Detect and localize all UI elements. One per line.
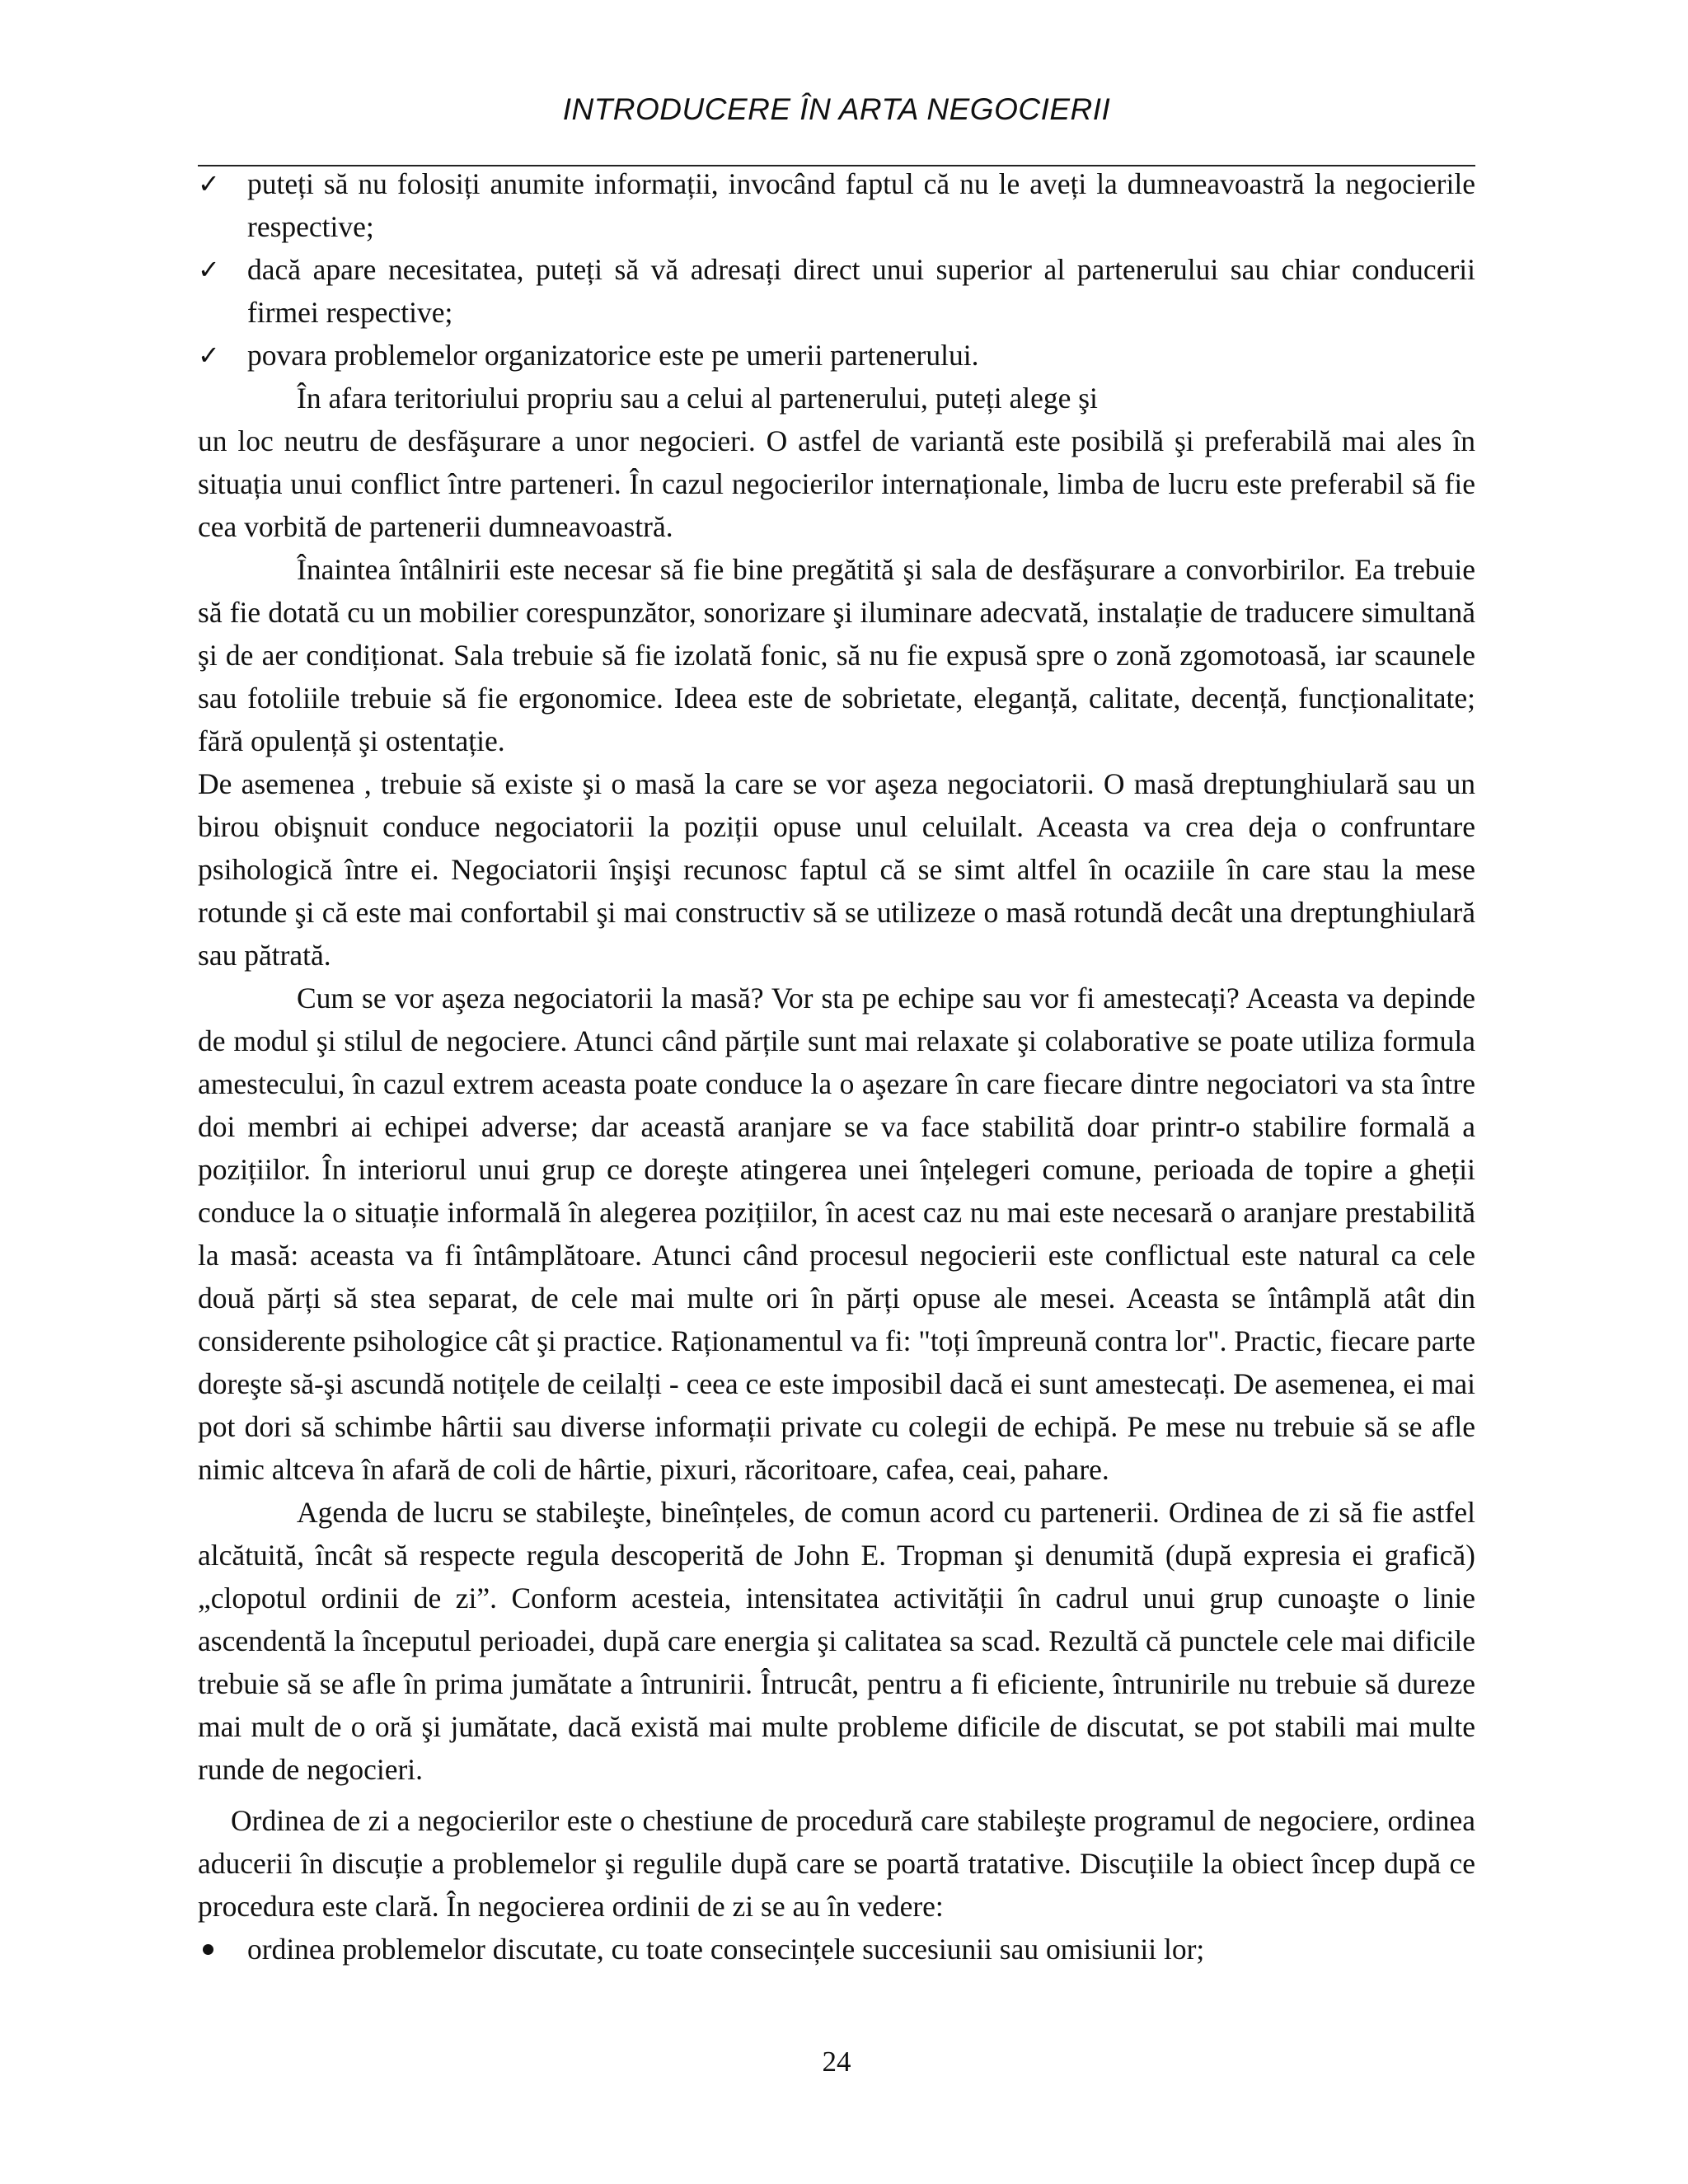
bullet-item: [198, 1928, 1475, 1971]
checklist: [198, 162, 1475, 377]
paragraph-neutral-location: un loc neutru de desfăşurare a unor negocieri. O astfel de variantă este posibilă şi preferabilă mai ales în situația unui conflict între parteneri. În cazul negocierilor internaționale, limba de lucru este preferabil să fie cea vorbită de partenerii dumneavoastră.: [198, 424, 1475, 543]
page-body: [198, 162, 1475, 1971]
running-header: INTRODUCERE ÎN ARTA NEGOCIERII: [562, 92, 1111, 126]
checklist-item-text: puteți să nu folosiți anumite informații, invocând faptul că nu le aveți la dumneavoastră la negocierile respective;: [247, 167, 1475, 243]
bullet-list: [198, 1928, 1475, 1971]
checklist-item: [198, 334, 1475, 377]
paragraph-seating: Cum se vor aşeza negociatorii la masă? Vor sta pe echipe sau vor fi amestecați? Aceasta va depinde de modul şi stilul de negociere. Atunci când părțile sunt mai relaxate şi colaborative se poate utiliza formula amestecului, în cazul extrem aceasta poate conduce la o aşezare în care fiecare dintre negociatori va sta între doi membri ai echipei adverse; dar această aranjare se va face stabilită doar printr-o stabilire formală a pozițiilor. În interiorul unui grup ce doreşte atingerea unei înțelegeri comune, perioada de topire a gheții conduce la o situație informală în alegerea pozițiilor, în acest caz nu mai este necesară o aranjare prestabilită la masă: aceasta va fi întâmplătoare. Atunci când procesul negocierii este conflictual este natural ca cele două părți să stea separat, de cele mai multe ori în părți opuse ale mesei. Aceasta se întâmplă atât din considerente psihologice cât şi practice. Raționamentul va fi: "toți împreună contra lor". Practic, fiecare parte doreşte să-şi ascundă notițele de ceilalți - ceea ce este imposibil dacă ei sunt amestecați. De asemenea, ei mai pot dori să schimbe hârtii sau diverse informații private cu colegii de echipă. Pe mese nu trebuie să se afle nimic altceva în afară de coli de hârtie, pixuri, răcoritoare, cafea, ceai, pahare.: [198, 982, 1475, 1486]
checklist-item: [198, 248, 1475, 334]
paragraph-order-of-day: Ordinea de zi a negocierilor este o chestiune de procedură care stabileşte programul de negociere, ordinea aducerii în discuție a problemelor şi regulile după care se poartă tratative. Discuțiile la obiect încep după ce procedura este clară. În negocierea ordinii de zi se au în vedere:: [198, 1804, 1475, 1923]
check-icon: ✓: [198, 254, 220, 285]
bullet-dot-icon: [203, 1944, 213, 1955]
check-icon: ✓: [198, 340, 220, 371]
paragraph-agenda: Agenda de lucru se stabileşte, bineînțeles, de comun acord cu partenerii. Ordinea de zi să fie astfel alcătuită, încât să respecte regula descoperită de John E. Tropman şi denumită (după expresia ei grafică) „clopotul ordinii de zi”. Conform acesteia, intensitatea activității în cadrul unui grup cunoaşte o linie ascendentă la începutul perioadei, după care energia şi calitatea sa scad. Rezultă că punctele cele mai dificile trebuie să se afle în prima jumătate a întrunirii. Întrucât, pentru a fi eficiente, întrunirile nu trebuie să dureze mai mult de o oră şi jumătate, dacă există mai multe probleme dificile de discutat, se pot stabili mai multe runde de negocieri.: [198, 1496, 1475, 1786]
paragraph-neutral-location-intro: În afara teritoriului propriu sau a celui al partenerului, puteți alege şi: [297, 382, 1098, 415]
checklist-item: [198, 162, 1475, 248]
checklist-item-text: dacă apare necesitatea, puteți să vă adresați direct unui superior al partenerului sau chiar conducerii firmei respective;: [247, 253, 1475, 329]
page-number: 24: [822, 2046, 851, 2078]
paragraph-table: De asemenea , trebuie să existe şi o masă la care se vor aşeza negociatorii. O masă dreptunghiulară sau un birou obişnuit conduce negociatorii la poziții opuse unul celuilalt. Aceasta va crea deja o confruntare psihologică între ei. Negociatorii înşişi recunosc faptul că se simt altfel în ocaziile în care stau la mese rotunde şi că este mai confortabil şi mai constructiv să se utilizeze o masă rotundă decât una dreptunghiulară sau pătrată.: [198, 767, 1475, 972]
paragraph-meeting-room: Înaintea întâlnirii este necesar să fie bine pregătită şi sala de desfăşurare a convorbirilor. Ea trebuie să fie dotată cu un mobilier corespunzător, sonorizare şi iluminare adecvată, instalație de traducere simultană şi de aer condiționat. Sala trebuie să fie izolată fonic, să nu fie expusă spre o zonă zgomotoasă, iar scaunele sau fotoliile trebuie să fie ergonomice. Ideea este de sobrietate, eleganță, calitate, decență, funcționalitate; fără opulență şi ostentație.: [198, 553, 1475, 757]
bullet-item-text: ordinea problemelor discutate, cu toate consecințele succesiunii sau omisiunii lor;: [247, 1933, 1205, 1966]
checklist-item-text: povara problemelor organizatorice este pe umerii partenerului.: [247, 339, 979, 372]
check-icon: ✓: [198, 168, 220, 199]
